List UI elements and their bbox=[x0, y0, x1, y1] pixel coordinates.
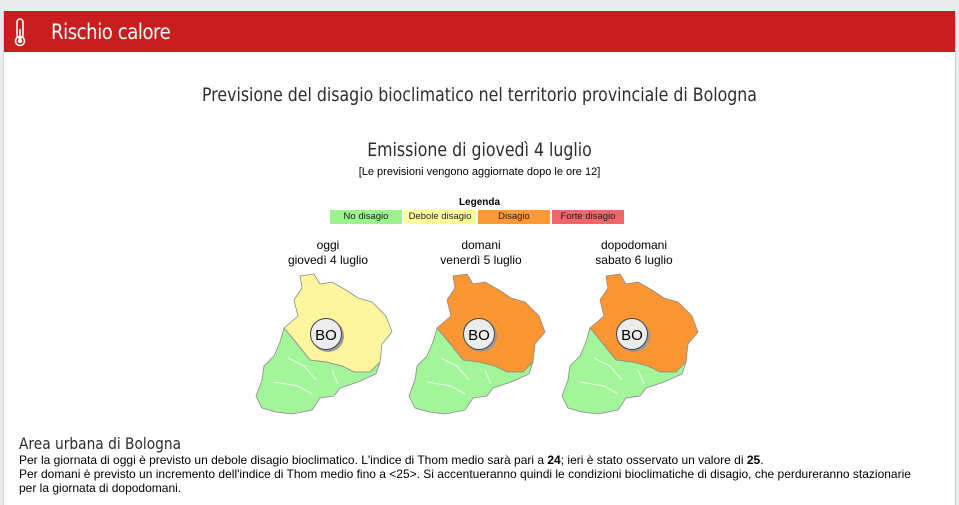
legend-forte-disagio: Forte disagio bbox=[552, 210, 624, 224]
thermometer-icon bbox=[11, 17, 29, 47]
forecast-tomorrow-line1: Per domani è previsto un incremento dell'indice di Thom medio fino a <25>. Si accentueranno quindi le condizioni bioclimatiche di disagio, che perdureranno stazionarie bbox=[19, 467, 911, 481]
legend-disagio: Disagio bbox=[478, 210, 550, 224]
day-name: dopodomani bbox=[600, 238, 668, 252]
page-title: Previsione del disagio bioclimatico nel territorio provinciale di Bologna bbox=[202, 84, 757, 106]
map-dopodomani[interactable] bbox=[560, 270, 700, 420]
text-segment: ; ieri è stato osservato un valore di bbox=[560, 453, 747, 467]
legend-debole-disagio: Debole disagio bbox=[404, 210, 476, 224]
text-segment: . bbox=[760, 453, 764, 467]
legend-title: Legenda bbox=[458, 197, 501, 208]
emission-title: Emissione di giovedì 4 luglio bbox=[367, 139, 592, 161]
urban-area-heading: Area urbana di Bologna bbox=[19, 434, 182, 453]
day-label-oggi bbox=[258, 238, 398, 268]
map-oggi[interactable] bbox=[254, 270, 394, 420]
day-date: giovedì 4 luglio bbox=[287, 253, 369, 267]
day-date: sabato 6 luglio bbox=[595, 253, 673, 267]
forecast-tomorrow-line2: per la giornata di dopodomani. bbox=[19, 481, 182, 495]
day-name: domani bbox=[461, 238, 501, 252]
thom-index-yesterday: 25 bbox=[746, 453, 761, 467]
legend bbox=[330, 210, 624, 224]
city-label: BO bbox=[468, 327, 490, 344]
header-bar bbox=[4, 11, 955, 52]
day-label-dopodomani bbox=[564, 238, 704, 268]
day-date: venerdì 5 luglio bbox=[440, 253, 522, 267]
content-panel bbox=[3, 11, 956, 505]
header-title: Rischio calore bbox=[51, 19, 171, 44]
city-label: BO bbox=[315, 327, 337, 344]
thom-index-today: 24 bbox=[547, 453, 561, 467]
day-label-domani bbox=[411, 238, 551, 268]
update-note: [Le previsioni vengono aggiornate dopo le ore 12] bbox=[358, 166, 601, 178]
forecast-today-paragraph bbox=[19, 453, 944, 467]
city-label: BO bbox=[621, 327, 643, 344]
text-segment: Per la giornata di oggi è previsto un debole disagio bioclimatico. L'indice di Thom medio sarà pari a bbox=[19, 453, 548, 467]
legend-no-disagio: No disagio bbox=[330, 210, 402, 224]
day-name: oggi bbox=[316, 238, 340, 252]
map-domani[interactable] bbox=[407, 270, 547, 420]
